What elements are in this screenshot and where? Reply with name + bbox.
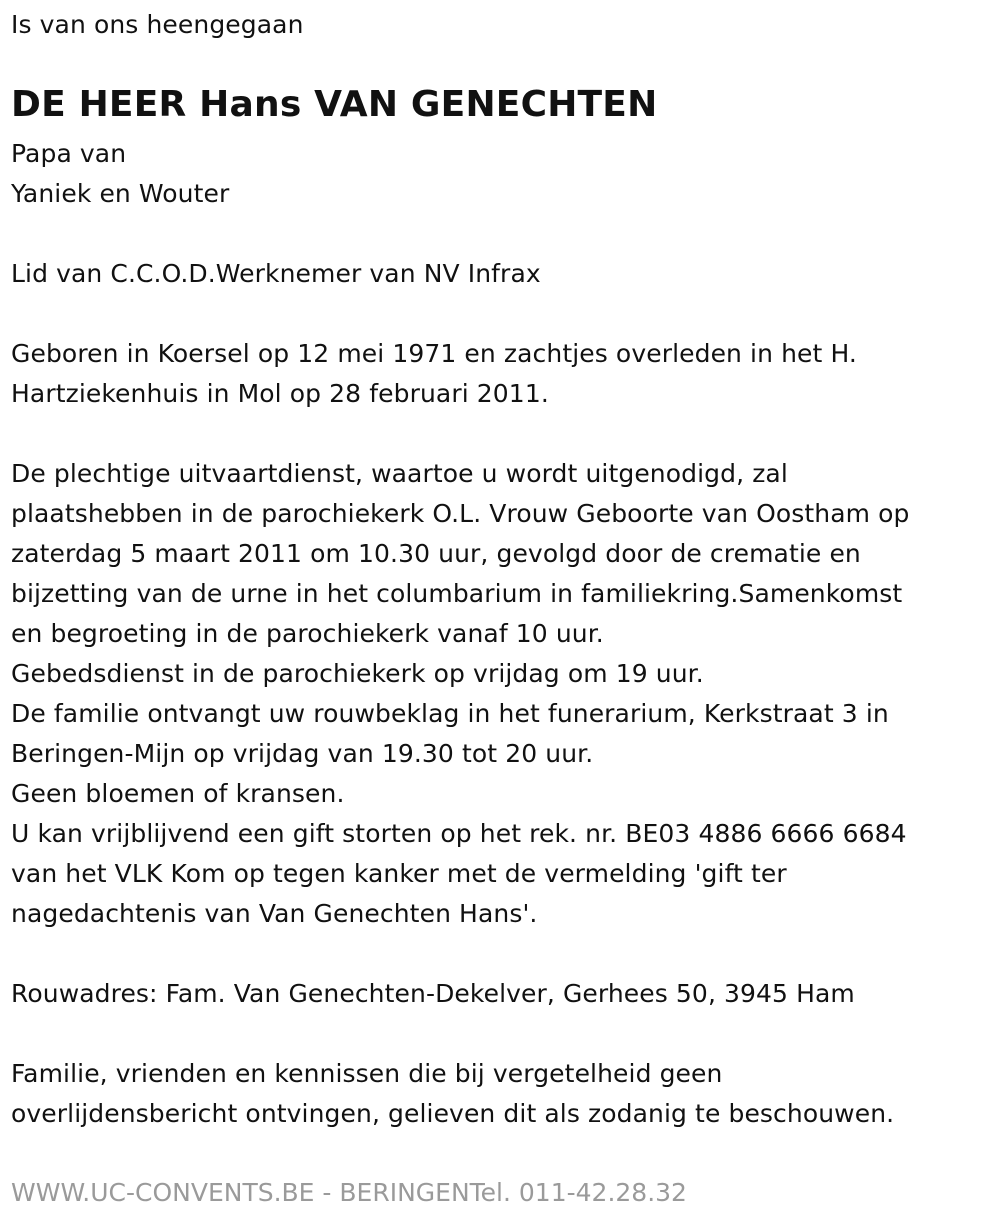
deceased-name: DE HEER Hans VAN GENECHTEN bbox=[11, 84, 658, 125]
relation-line: Papa van bbox=[11, 139, 127, 168]
source-footer: WWW.UC-CONVENTS.BE - BERINGENTel. 011-42.28.32 bbox=[11, 1178, 687, 1207]
closing-block bbox=[11, 1054, 894, 1134]
mourning-address: Rouwadres: Fam. Van Genechten-Dekelver, Gerhees 50, 3945 Ham bbox=[11, 979, 855, 1008]
prayer-service-line: Gebedsdienst in de parochiekerk op vrijdag om 19 uur. bbox=[11, 659, 704, 688]
service-line: plaatshebben in de parochiekerk O.L. Vrouw Geboorte van Oostham op bbox=[11, 499, 910, 528]
service-line: De plechtige uitvaartdienst, waartoe u wordt uitgenodigd, zal bbox=[11, 459, 788, 488]
donation-line: nagedachtenis van Van Genechten Hans'. bbox=[11, 899, 538, 928]
service-line: en begroeting in de parochiekerk vanaf 10 uur. bbox=[11, 619, 604, 648]
birth-death-line: Hartziekenhuis in Mol op 28 februari 2011. bbox=[11, 379, 549, 408]
condolence-line: De familie ontvangt uw rouwbeklag in het funerarium, Kerkstraat 3 in bbox=[11, 699, 889, 728]
birth-death-line: Geboren in Koersel op 12 mei 1971 en zachtjes overleden in het H. bbox=[11, 339, 857, 368]
relation-block bbox=[11, 134, 229, 214]
condolence-line: Beringen-Mijn op vrijdag van 19.30 tot 20 uur. bbox=[11, 739, 594, 768]
closing-line: overlijdensbericht ontvingen, gelieven dit als zodanig te beschouwen. bbox=[11, 1099, 895, 1128]
service-block bbox=[11, 454, 910, 934]
no-flowers-line: Geen bloemen of kransen. bbox=[11, 779, 345, 808]
birth-death-block bbox=[11, 334, 857, 414]
donation-line: U kan vrijblijvend een gift storten op het rek. nr. BE03 4886 6666 6684 bbox=[11, 819, 907, 848]
membership-text: Lid van C.C.O.D.Werknemer van NV Infrax bbox=[11, 259, 541, 288]
service-line: zaterdag 5 maart 2011 om 10.30 uur, gevolgd door de crematie en bbox=[11, 539, 861, 568]
children-names: Yaniek en Wouter bbox=[11, 179, 230, 208]
closing-line: Familie, vrienden en kennissen die bij vergetelheid geen bbox=[11, 1059, 723, 1088]
membership-block bbox=[11, 254, 541, 294]
address-block bbox=[11, 974, 855, 1014]
service-line: bijzetting van de urne in het columbarium in familiekring.Samenkomst bbox=[11, 579, 903, 608]
donation-line: van het VLK Kom op tegen kanker met de vermelding 'gift ter bbox=[11, 859, 787, 888]
intro-text: Is van ons heengegaan bbox=[11, 10, 304, 39]
